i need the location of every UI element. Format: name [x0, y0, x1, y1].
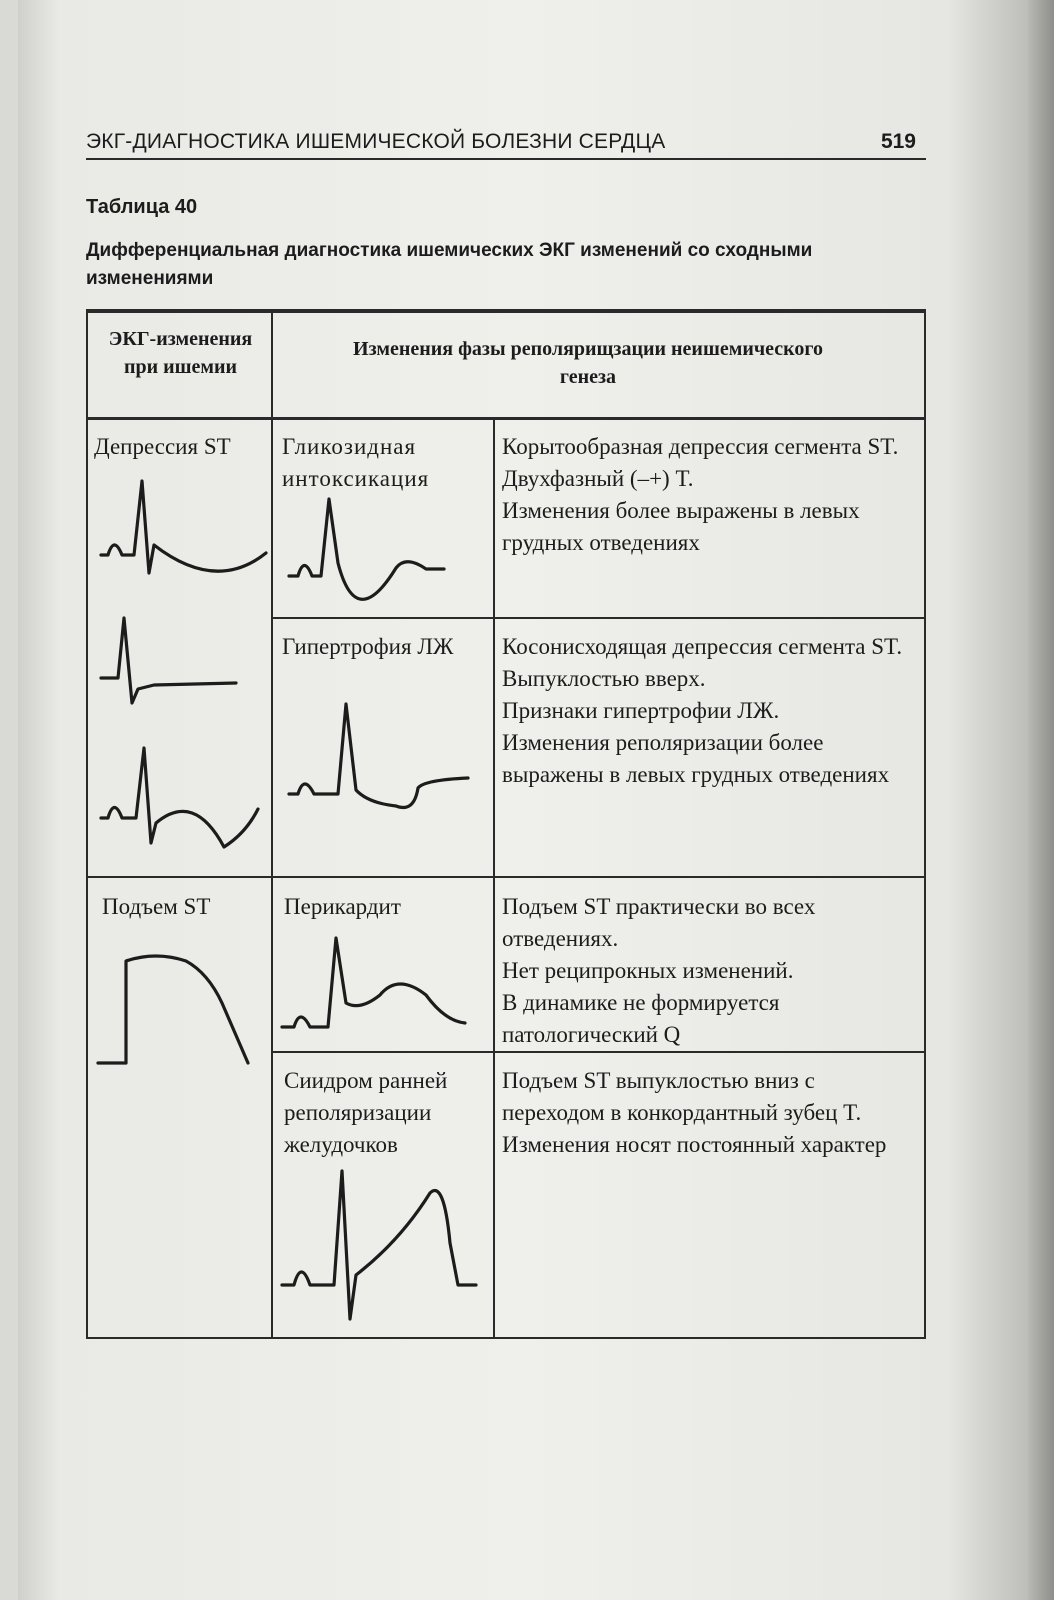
description-line: Изменения реполяризации более выражены в левых грудных отведениях — [502, 730, 890, 787]
ecg-horizontal-depression — [96, 613, 271, 723]
description-line: Изменения более выражены в левых грудных отведениях — [502, 498, 860, 555]
row-divider-3 — [271, 1051, 924, 1053]
description-line: Выпуклостью вверх. — [502, 666, 706, 691]
table-caption: Дифференциальная диагностика ишемических ЭКГ изменений со сходными изменениями — [86, 240, 813, 289]
ecg-comparison-table — [86, 309, 926, 1339]
ischemia-label-elevation: Подъем ST — [102, 894, 211, 919]
col-divider-1 — [271, 313, 273, 1338]
ecg-st-elevation — [96, 943, 271, 1073]
description-line: Нет реципрокных изменений. — [502, 958, 794, 983]
description-pericarditis — [502, 891, 914, 1051]
table-label: Таблица 40 — [86, 196, 198, 218]
cause-early-repolarization: Сиидром ранней реполяризации желудочков — [284, 1068, 448, 1157]
description-line: Признаки гипертрофии ЛЖ. — [502, 698, 780, 723]
page-edge-shadow — [1028, 0, 1054, 1600]
ecg-downsloping-depression — [96, 743, 271, 853]
description-line: Двухфазный (–+) T. — [502, 466, 694, 491]
description-line: Косонисходящая депрессия сегмента ST. — [502, 634, 903, 659]
header-rule — [88, 417, 924, 420]
page-number: 519 — [880, 130, 916, 153]
header-ischemia: ЭКГ-изменения при ишемии — [108, 328, 253, 378]
ecg-glycoside — [286, 493, 486, 608]
description-line: Подъем ST практически во всех отведениях. — [502, 894, 816, 951]
running-header — [86, 128, 926, 160]
ischemia-label-depression: Депрессия ST — [94, 434, 231, 459]
ecg-trough-depression — [96, 473, 271, 583]
header-nonischemic: Изменения фазы реполярищзации неишемического генеза — [353, 338, 823, 388]
description-lvh — [502, 631, 914, 791]
row-divider-1 — [271, 617, 924, 619]
description-early-repolarization — [502, 1065, 914, 1161]
description-glycoside — [502, 431, 914, 559]
cause-lvh: Гипертрофия ЛЖ — [282, 634, 454, 659]
description-line: Изменения носят постоянный характер — [502, 1132, 887, 1157]
description-line: Корытообразная депрессия сегмента ST. — [502, 434, 899, 459]
ecg-pericarditis — [280, 933, 490, 1048]
ecg-early-repolarization — [280, 1163, 490, 1333]
cause-glycoside: Гликозидная интоксикация — [282, 434, 430, 491]
description-line: В динамике не формируется патологический Q — [502, 990, 780, 1047]
description-line: Подъем ST выпуклостью вниз с переходом в конкордантный зубец T. — [502, 1068, 862, 1125]
row-divider-2 — [88, 876, 924, 878]
ecg-lvh — [286, 698, 486, 828]
running-title: ЭКГ-ДИАГНОСТИКА ИШЕМИЧЕСКОЙ БОЛЕЗНИ СЕРДЦА — [86, 130, 666, 153]
cause-pericarditis: Перикардит — [284, 894, 401, 919]
